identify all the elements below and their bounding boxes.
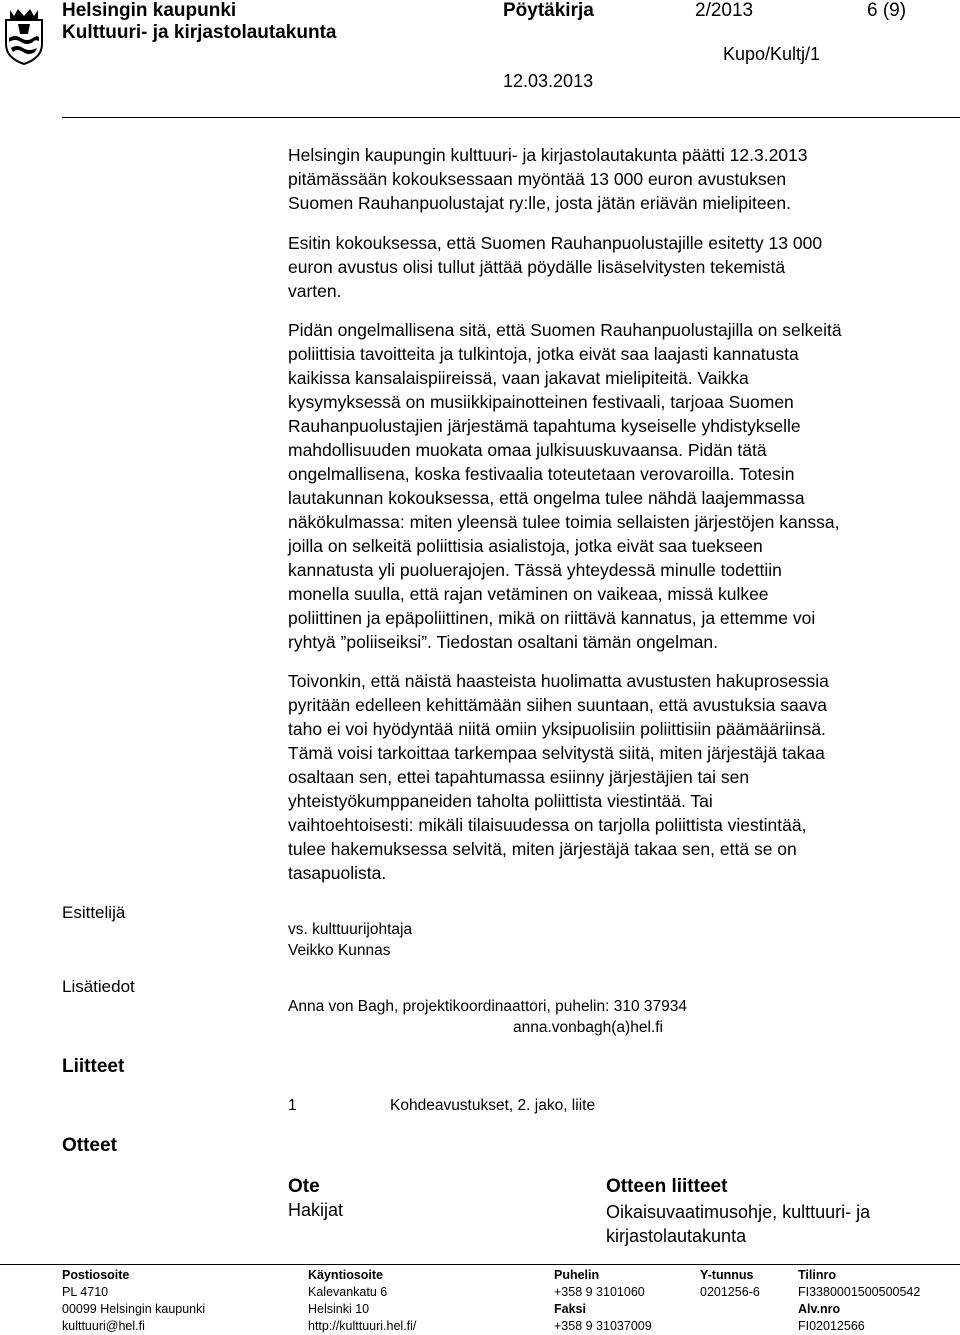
footer-website-link[interactable]: http://kulttuuri.hel.fi/ — [308, 1319, 417, 1333]
dissent-paragraph-3: Pidän ongelmallisena sitä, että Suomen Rauhanpuolustajilla on selkeitä poliittisia tavoitteita ja tulkintoja, jotka eivät saa laajasti kannatusta kaikissa kansalaispiireissä, vaan jakavat mielipiteitä. Vaikka kysymyksessä on musiikkipainotteinen festivaali, tarjoaa Suomen Rauhanpuolustajien järjestämä tapahtuma kyseiselle yhdistykselle mahdollisuuden muokata omaa julkisuuskuvaansa. Pidän tätä ongelmallisena, koska festivaalia toteutetaan verovaroilla. Totesin lautakunnan kokouksessa, että ongelma tulee nähdä laajemmassa näkökulmassa: miten yleensä tulee toimia sellaisten järjestöjen kanssa, joilla on selkeitä poliittisia asialistoja, jotka eivät saa tuekseen kannatusta yli puoluerajojen. Tässä yhteydessä minulle todettiin monella suulla, että rajan vetäminen on vaikeaa, missä kulkee poliittinen ja epäpoliittinen, mikä on riittävä kannatus, ja ettemme voi ryhtyä ”poliiseiksi”. Tiedostan osaltani tämän ongelman. — [288, 320, 842, 652]
organization-name: Helsingin kaupunki — [62, 0, 237, 21]
helsinki-coat-of-arms-logo — [2, 4, 46, 66]
footer-account: Tilinro FI3380001500500542 Alv.nro FI02012566 — [798, 1268, 921, 1333]
page-number: 6 (9) — [867, 0, 907, 21]
footer-visiting-address: Käyntiosoite Kalevankatu 6 Helsinki 10 http://kulttuuri.hel.fi/ — [308, 1268, 417, 1333]
attachments-label: Liitteet — [62, 1056, 125, 1077]
board-name: Kulttuuri- ja kirjastolautakunta — [62, 22, 337, 43]
footer-divider — [0, 1264, 960, 1265]
info-label: Lisätiedot — [62, 977, 135, 996]
dissent-paragraph-4: Toivonkin, että näistä haasteista huolimatta avustusten hakuprosessia pyritään edelleen kehittämään siihen suuntaan, että avustuksia saava taho ei voi hyödyntää niitä omiin yksipuolisiin poliittisiin päämääriinsä. Tämä voisi tarkoittaa tarkempaa selvitystä siitä, miten järjestäjä takaa osaltaan sen, ettei tapahtumassa esiinny järjestäjien tai sen yhteistyökumppaneiden taholta poliittista viestintää. Tai vaihtoehtoisesti: mikäli tilaisuudessa on tarjolla poliittista viestintää, tulee hakemuksessa selvitä, miten järjestäjä takaa sen, että se on tasapuolista. — [288, 671, 829, 883]
extract-recipient: Hakijat — [288, 1200, 344, 1220]
document-type: Pöytäkirja — [503, 0, 594, 21]
extracts-label: Otteet — [62, 1135, 117, 1156]
footer-business-id: Y-tunnus 0201256-6 — [700, 1268, 760, 1299]
attachment-number: 1 — [288, 1097, 297, 1114]
footer-email-link[interactable]: kulttuuri@hel.fi — [62, 1319, 145, 1333]
extract-attachments-value: Oikaisuvaatimusohje, kulttuuri- ja kirjastolautakunta — [606, 1202, 871, 1246]
extract-attachments-label: Otteen liitteet — [606, 1176, 728, 1197]
extract-label: Ote — [288, 1176, 320, 1197]
attachment-link[interactable]: Kohdeavustukset, 2. jako, liite — [390, 1097, 596, 1114]
presenter-name: Veikko Kunnas — [288, 942, 391, 959]
info-email: anna.vonbagh(a)hel.fi — [513, 1019, 663, 1036]
header-divider — [62, 117, 960, 118]
footer-postal-address: Postiosoite PL 4710 00099 Helsingin kaupunki kulttuuri@hel.fi — [62, 1268, 206, 1333]
meeting-date: 12.03.2013 — [503, 71, 594, 91]
dissent-paragraph-2: Esitin kokouksessa, että Suomen Rauhanpuolustajille esitetty 13 000 euron avustus olisi tullut jättää pöydälle lisäselvitysten tekemistä varten. — [288, 233, 823, 301]
presenter-label: Esittelijä — [62, 903, 126, 922]
case-reference: Kupo/Kultj/1 — [723, 44, 821, 64]
footer-phone: Puhelin +358 9 3101060 Faksi +358 9 31037009 — [554, 1268, 652, 1333]
document-number: 2/2013 — [695, 0, 754, 21]
info-contact: Anna von Bagh, projektikoordinaattori, puhelin: 310 37934 — [288, 998, 687, 1015]
dissent-paragraph-1: Helsingin kaupungin kulttuuri- ja kirjastolautakunta päätti 12.3.2013 pitämässään kokouksessaan myöntää 13 000 euron avustuksen Suomen Rauhanpuolustajat ry:lle, josta jätän eriävän mielipiteen. — [288, 145, 808, 213]
presenter-title: vs. kulttuurijohtaja — [288, 921, 413, 938]
